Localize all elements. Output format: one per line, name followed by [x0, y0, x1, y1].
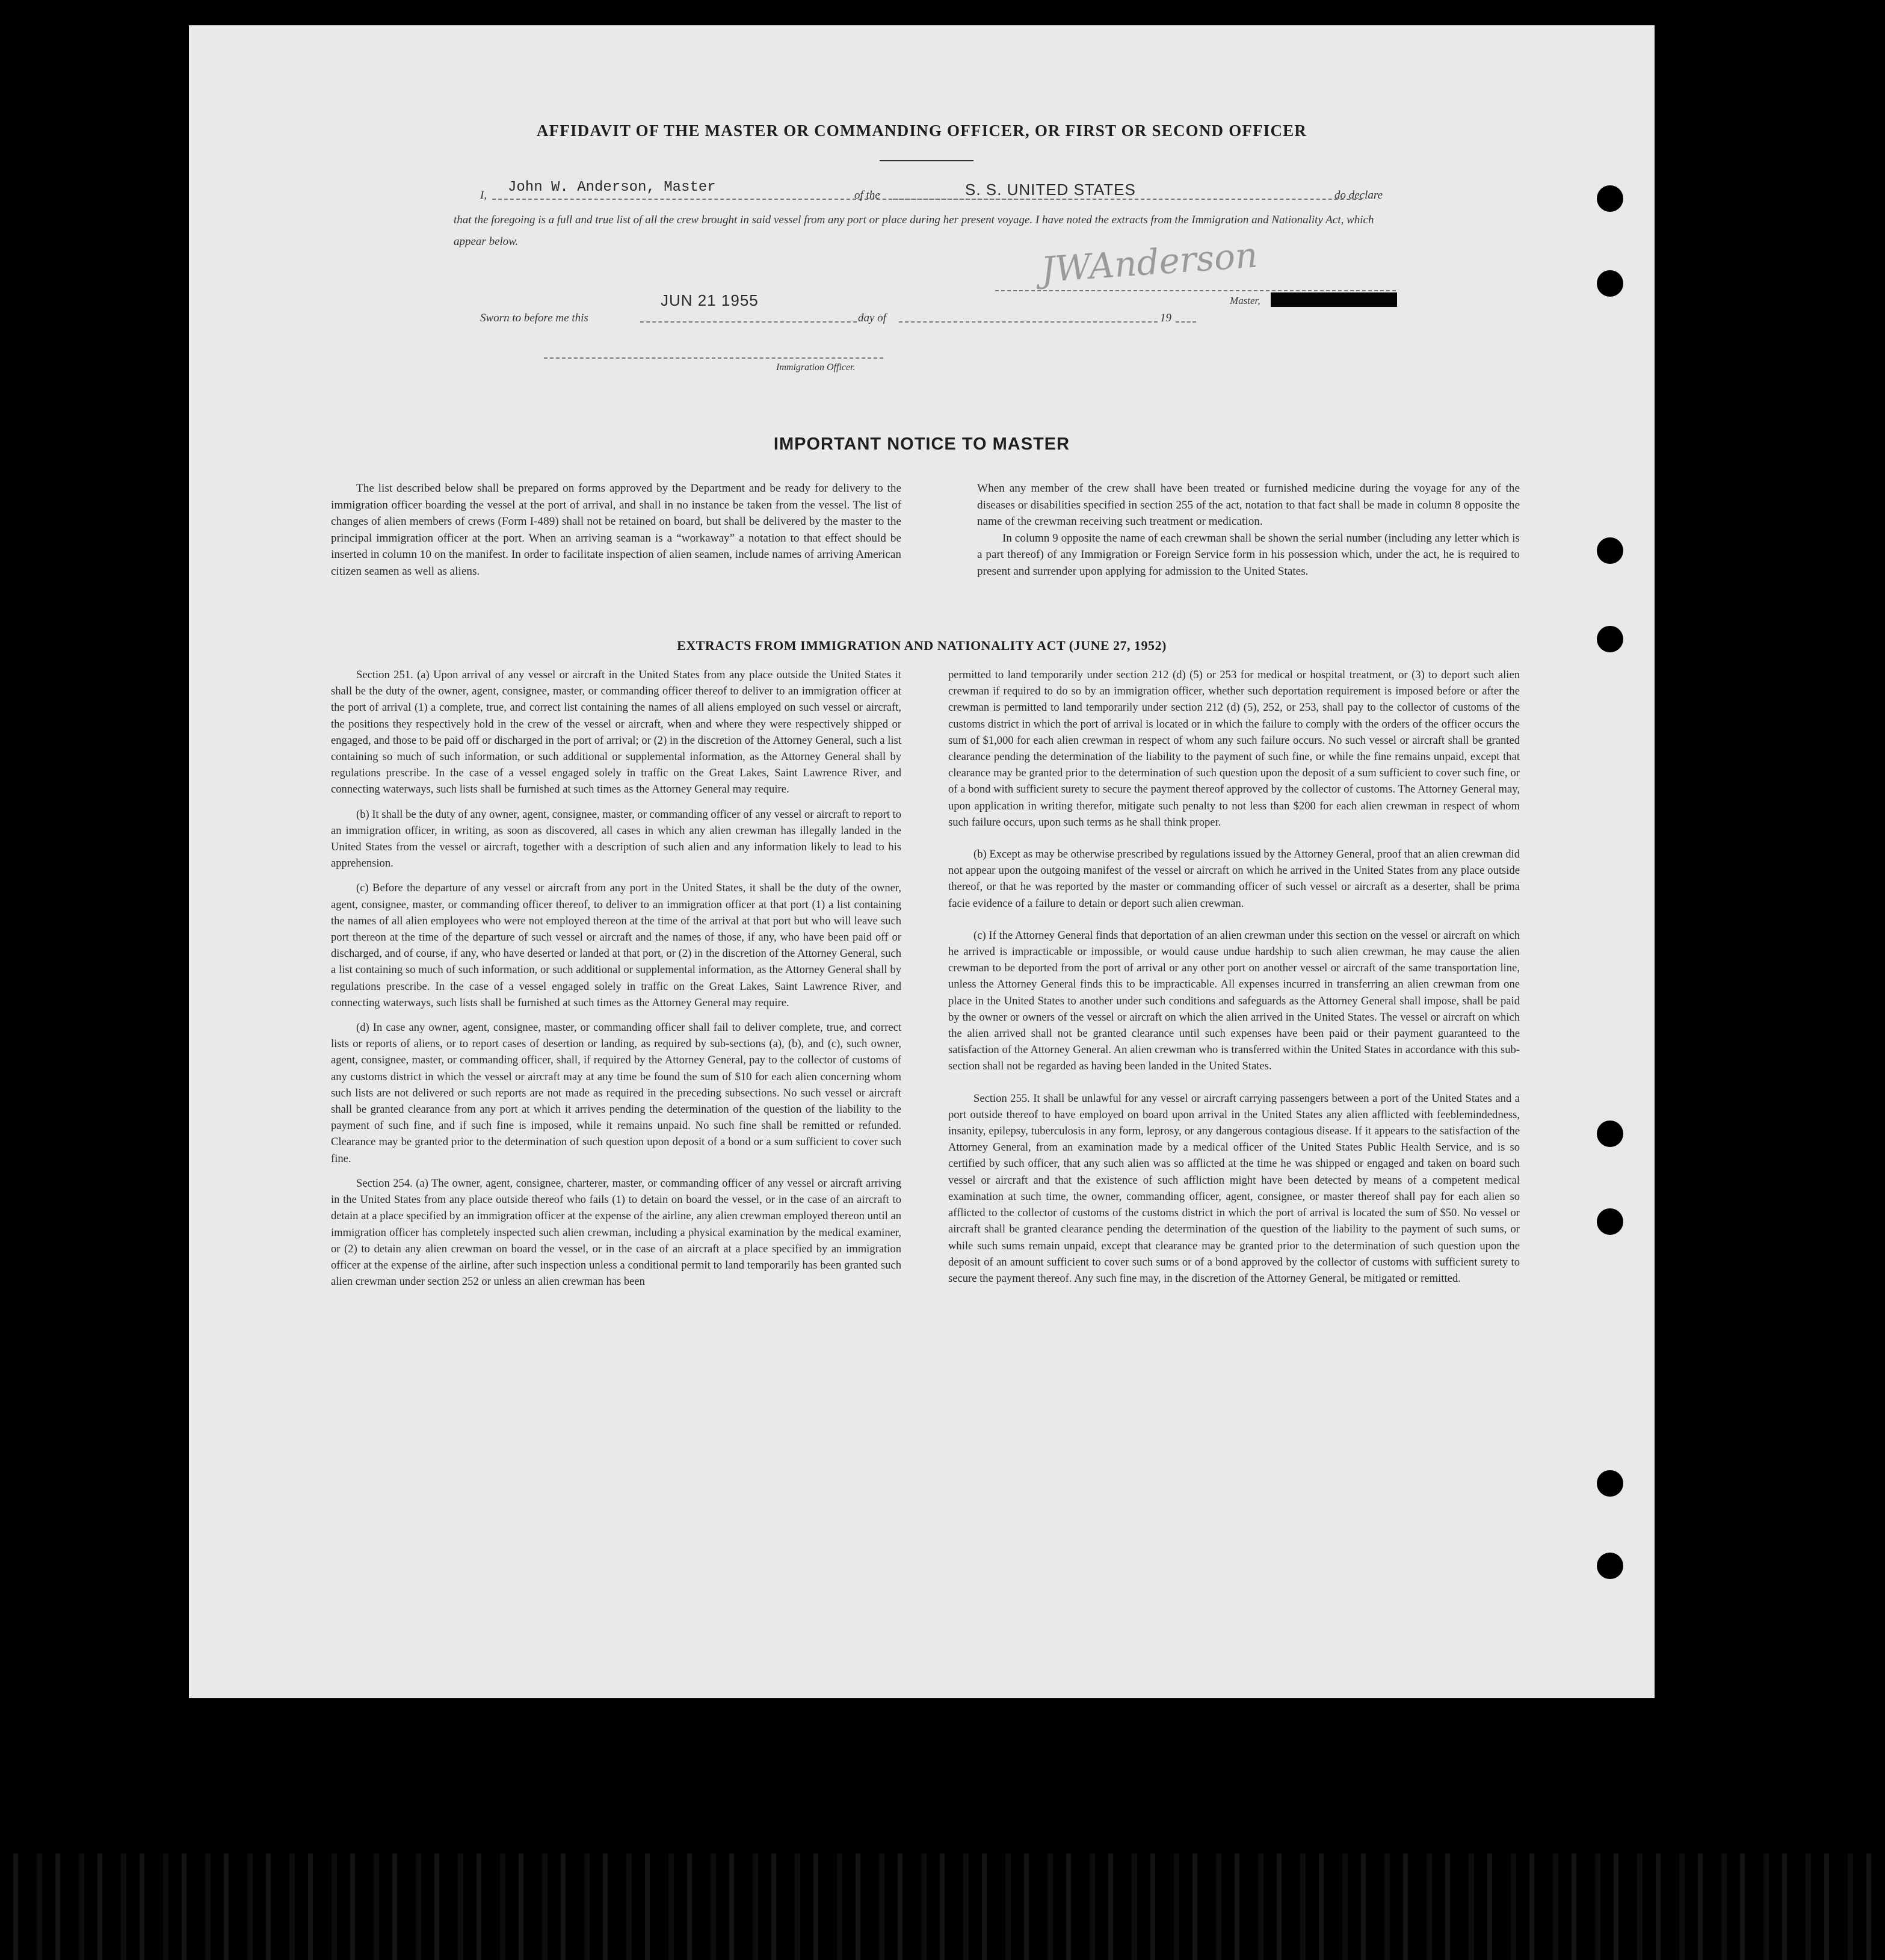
section-255: Section 255. It shall be unlawful for any vessel or aircraft carrying passengers between a port of the United States and a port outside thereof to have employed on board upon arrival in the United States any alien afflicted with feeblemindedness, insanity, epilepsy, tuberculosis in any form, leprosy, or any dangerous contagious disease. If it appears to the satisfaction of the Attorney General, from an examination made by a medical officer of the United States Public Health Service, and is so certified by such officer, that any such alien was so afflicted at the time he was shipped or engaged and taken on board such vessel or aircraft and that the existence of such affliction might have been detected by means of a competent medical examination at such time, the owner, commanding officer, agent, consignee, or master thereof shall pay for each alien so afflicted to the collector of customs of the customs district in which the port of arrival is located the sum of $50. No vessel or aircraft shall be granted clearance pending the determination of the question of the liability to the payment of such sums, or while such sums remain unpaid, except that clearance may be granted prior to the determination of such question upon the deposit of an amount sufficient to cover such sums or of a bond approved by the collector of customs with sufficient surety to secure the payment thereof. Any such fine may, in the discretion of the Attorney General, be mitigated or remitted.: [948, 1092, 1520, 1285]
section-254-a-continued: permitted to land temporarily under section 212 (d) (5) or 253 for medical or hospital treatment, or (3) to deport such alien crewman if required to do so by an immigration officer, whether such deportation requirement is imposed before or after the crewman is permitted to land temporarily under section 212 (d) (5), 252, or 253, shall pay to the collector of customs of the customs district in which the port of arrival is located or in which the failure to comply with the orders of the officer occurs the sum of $1,000 for each alien crewman in respect of whom any such failure occurs. No such vessel or aircraft shall be granted clearance pending the determination of the liability to the payment of such fine, or while the fine remains unpaid, except that clearance may be granted prior to the determination of such question upon the deposit of a sum sufficient to cover such fine, or of a bond with sufficient surety to secure the payment thereof approved by the collector of customs. The Attorney General may, upon application in writing therefor, mitigate such penalty to not less than $200 for each alien crewman in respect of whom such failure occurs, upon such terms as he shall think proper.: [948, 669, 1520, 829]
punch-hole: [1597, 1470, 1623, 1497]
section-254-a: Section 254. (a) The owner, agent, consignee, charterer, master, or commanding officer of any vessel or aircraft arriving in the United States from any place outside thereof who fails (1) to detain on board the vessel, or in the case of an aircraft to detain at a place specified by an immigration officer at the expense of the airline, any alien crewman employed thereon until an immigration officer has completely inspected such alien crewman, including a physical examination by the medical examiner, or (2) to detain any alien crewman on board the vessel, or in the case of an aircraft at a place specified by an immigration officer at the expense of the airline, after such inspection unless a conditional permit to land temporarily has been granted such alien crewman under section 252 or unless an alien crewman has been: [331, 1176, 901, 1288]
punch-hole: [1597, 185, 1623, 212]
notice-right-paragraph-2: In column 9 opposite the name of each crewman shall be shown the serial number (including any letter which is a part thereof) of any Immigration or Foreign Service form in his possession which, under the act, he is required to present and surrender upon applying for admission to the United States.: [977, 531, 1520, 578]
notice-left-paragraph: The list described below shall be prepared on forms approved by the Department and be ready for delivery to the immigration officer boarding the vessel at the port of arrival, and shall in no instance be taken from the vessel. The list of changes of alien members of crews (Form I-489) shall not be retained on board, but shall be delivered by the master to the principal immigration officer at the port. When an arriving seaman is a “workaway” a notation to that effect should be inserted in column 10 on the manifest. In order to facilitate inspection of alien seamen, include names of arriving American citizen seamen as well as aliens.: [331, 482, 901, 578]
punch-hole: [1597, 1121, 1623, 1147]
section-251-a: Section 251. (a) Upon arrival of any vessel or aircraft in the United States from any place outside the United States it shall be the duty of the owner, agent, consignee, master, or commanding officer thereof to deliver to an immigration officer at the port of arrival (1) a complete, true, and correct list containing the names of all aliens employed on such vessel or aircraft, the positions they respectively hold in the crew of the vessel or aircraft, when and where they were respectively shipped or engaged, and those to be paid off or discharged in the port of arrival; or (2) in the discretion of the Attorney General, such a list containing so much of such information, or such additional or supplemental information, as the Attorney General shall by regulations prescribe. In the case of a vessel engaged solely in traffic on the Great Lakes, Saint Lawrence River, and connecting waterways, such lists shall be furnished at such times as the Attorney General may require.: [331, 669, 901, 796]
punch-hole: [1597, 1208, 1623, 1235]
date-stamp: JUN 21 1955: [661, 291, 759, 309]
punch-hole: [1597, 626, 1623, 652]
extracts-title: EXTRACTS FROM IMMIGRATION AND NATIONALITY ACT (JUNE 27, 1952): [677, 638, 1167, 653]
do-declare-label: do declare: [1334, 189, 1383, 202]
extracts-left-column: [331, 667, 901, 1290]
notice-title: IMPORTANT NOTICE TO MASTER: [773, 434, 1070, 454]
section-254-b: (b) Except as may be otherwise prescribed by regulations issued by the Attorney General, proof that an alien crewman did not appear upon the outgoing manifest of the vessel or aircraft on which he arrived in the United States from any place outside thereof, or that he was reported by the master or commanding officer of such vessel or aircraft as a deserter, shall be prima facie evidence of a failure to detain or deport such alien crewman.: [948, 848, 1520, 910]
document-page: [189, 25, 1655, 1698]
of-the-label: of the: [854, 189, 880, 202]
section-254-c: (c) If the Attorney General finds that deportation of an alien crewman under this section on the vessel or aircraft on which he arrived is impracticable or impossible, or would cause undue hardship to such alien crewman, he may cause the alien crewman to be deported from the port of arrival or any other port on another vessel or aircraft of the same transportation line, unless the Attorney General finds this to be impracticable. All expenses incurred in transferring an alien crewman from one place in the United States to another under such conditions and safeguards as the Attorney General shall impose, shall be paid by the owner or owners of the vessel or aircraft on which the alien arrived in the United States. The vessel or aircraft on which the alien arrived shall not be granted clearance until such expenses have been paid or their payment guaranteed to the satisfaction of the Attorney General. An alien crewman who is transferred within the United States in accordance with this sub-section shall not be regarded as having been landed in the United States.: [948, 929, 1520, 1073]
year-label: 19: [1160, 312, 1171, 324]
notice-right-paragraph-1: When any member of the crew shall have been treated or furnished medicine during the voyage for any of the diseases or disabilities specified in section 255 of the act, notation to that fact shall be made in column 8 opposite the name of the crewman receiving such treatment or medication.: [977, 482, 1520, 528]
affidavit-body: that the foregoing is a full and true list of all the crew brought in said vessel from any port or place during her present voyage. I have noted the extracts from the Immigration and Nationality Act, which appear below.: [454, 214, 1374, 248]
notice-right-column: [977, 480, 1520, 580]
officer-signature-line: [544, 357, 883, 359]
day-of-label: day of: [858, 312, 886, 324]
sworn-day-line: [640, 321, 857, 323]
punch-hole: [1597, 270, 1623, 297]
notice-left-column: [331, 480, 901, 580]
title-divider: [880, 160, 973, 161]
year-line: [1176, 321, 1196, 323]
punch-hole: [1597, 1553, 1623, 1579]
vessel-name: S. S. UNITED STATES: [965, 181, 1136, 199]
master-name: John W. Anderson, Master: [508, 179, 716, 196]
master-signature: JWAnderson: [1040, 234, 1259, 291]
punch-hole: [1597, 537, 1623, 564]
master-title-label: Master,: [1230, 295, 1260, 306]
section-251-b: (b) It shall be the duty of any owner, agent, consignee, master, or commanding officer of any vessel or aircraft to report to an immigration officer, in writing, as soon as discovered, all cases in which any alien crewman has illegally landed in the United States from the vessel or aircraft, together with a description of such alien and any information likely to lead to his apprehension.: [331, 808, 901, 870]
signature-line: [995, 290, 1396, 291]
month-line: [899, 321, 1158, 323]
section-251-d: (d) In case any owner, agent, consignee, master, or commanding officer shall fail to deliver complete, true, and correct lists or reports of aliens, or to report cases of desertion or landing, as required by sub-sections (a), (b), and (c), such owner, agent, consignee, master, or commanding officer, shall, if required by the Attorney General, pay to the collector of customs of any customs district in which the vessel or aircraft may at any time be found the sum of $10 for each alien concerning whom such lists are not delivered or such reports are not made as required in the preceding subsections. No such vessel or aircraft shall be granted clearance from any port at which it arrives pending the determination of the question of the liability to the payment of such fine, and if such fine is imposed, while it remains unpaid. No such fine shall be remitted or refunded. Clearance may be granted prior to the determination of such question upon deposit of a bond or a sum sufficient to cover such fine.: [331, 1021, 901, 1165]
affidavit-title: AFFIDAVIT OF THE MASTER OR COMMANDING OFFICER, OR FIRST OR SECOND OFFICER: [536, 122, 1307, 140]
affidavit-i-label: I,: [480, 189, 487, 202]
section-251-c: (c) Before the departure of any vessel or aircraft from any port in the United States, it shall be the duty of the owner, agent, consignee, master, or commanding officer thereof, to deliver to an immigration officer at that port (1) a list containing the names of all alien employees who were not employed thereon at the time of the arrival at that port but who will leave such port thereon at the time of the departure of such vessel or aircraft and the names of those, if any, who have been paid off or discharged, and of course, if any, who have deserted or landed at that port, or (2) in the discretion of the Attorney General, such a list containing so much of such information, or such additional or supplemental information, as the Attorney General shall by regulations prescribe. In the case of a vessel engaged solely in traffic on the Great Lakes, Saint Lawrence River, and connecting waterways, such lists shall be furnished at such times as the Attorney General may require.: [331, 882, 901, 1009]
extracts-right-column: [948, 667, 1520, 1287]
scanner-edge-band: [0, 1853, 1885, 1960]
redaction-bar: [1271, 292, 1397, 307]
sworn-label: Sworn to before me this: [480, 312, 588, 324]
immigration-officer-label: Immigration Officer.: [776, 362, 856, 373]
